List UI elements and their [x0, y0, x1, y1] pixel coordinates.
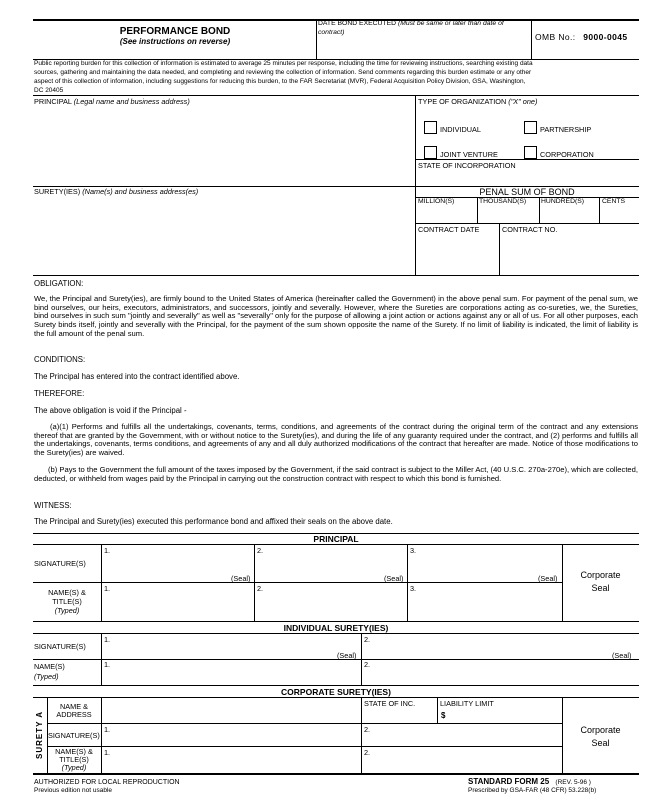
contract-date-field[interactable]: [418, 236, 496, 272]
standard-form-number: STANDARD FORM 25: [468, 777, 550, 786]
individual-checkbox[interactable]: [424, 121, 437, 134]
state-of-incorporation-field[interactable]: [418, 170, 636, 184]
obligation-text: We, the Principal and Surety(ies), are firmly bound to the United States of America (hereinafter called the Government) in the above penal sum. For payment of the penal sum, we bind ourselves, our heirs, executors, administrators, and successors, jointly and severally. However, where the Sureties are corporations acting as co-sureties, we, the Sureties, bind ourselves in such sum "jointly and severally" as well as "severally" only for the purpose of allowing a joint action or actions against any or all of us. For all other purposes, each Surety binds itself, jointly and severally with the Principal, for the payment of the sum shown opposite the name of the Surety. If no limit of liability is indicated, the limit of liability is the full amount of the penal sum.: [34, 294, 638, 338]
surety-label: SURETY(IES): [34, 187, 81, 196]
principal-heading: PRINCIPAL: [313, 534, 359, 544]
individual-signature-label: SIGNATURE(S): [34, 642, 86, 651]
conditions-heading: CONDITIONS:: [34, 355, 86, 364]
omb-label: OMB No.:: [535, 32, 576, 42]
corporate-name-num-1: 1.: [104, 748, 111, 757]
corporate-titles-label: TITLE(S): [59, 755, 89, 764]
principal-sig-num-2: 2.: [257, 546, 264, 555]
principal-field[interactable]: [34, 107, 412, 183]
principal-name-field-3[interactable]: [418, 592, 556, 616]
corporate-address-label: ADDRESS: [56, 710, 92, 719]
liability-limit-label: LIABILITY LIMIT: [440, 699, 494, 708]
penal-sum-title: PENAL SUM OF BOND: [479, 187, 575, 197]
burden-line-3: aspect of this collection of information, including suggestions for reducing this burden, to the FAR Secretariat (MVR), Federal Acquisition Policy Division, GSA, Washington,: [34, 78, 526, 85]
contract-date-label: CONTRACT DATE: [418, 225, 480, 234]
witness-text: The Principal and Surety(ies) executed this performance bond and affixed their seals on the above date.: [34, 517, 393, 526]
individual-name-field-2[interactable]: [372, 668, 634, 682]
liability-dollar-sign: $: [441, 711, 446, 720]
therefore-text: The above obligation is void if the Principal -: [34, 406, 187, 415]
corporate-sig-num-1: 1.: [104, 725, 111, 734]
individual-name-num-1: 1.: [104, 660, 111, 669]
thousand-label: THOUSAND(S): [479, 198, 527, 205]
witness-heading: WITNESS:: [34, 501, 72, 510]
principal-label: PRINCIPAL: [34, 97, 72, 106]
cents-label: CENTS: [602, 198, 626, 205]
principal-seal-1: (Seal): [231, 574, 251, 583]
individual-name-field-1[interactable]: [112, 668, 357, 682]
individual-name-num-2: 2.: [364, 660, 371, 669]
date-executed-note-2: contract): [318, 29, 345, 36]
corporate-sig-num-2: 2.: [364, 725, 371, 734]
contract-no-field[interactable]: [502, 236, 636, 272]
obligation-heading: OBLIGATION:: [34, 279, 84, 288]
principal-name-field-1[interactable]: [112, 592, 248, 616]
principal-sig-num-1: 1.: [104, 546, 111, 555]
individual-label: INDIVIDUAL: [440, 125, 481, 134]
corporate-name-num-2: 2.: [364, 748, 371, 757]
principal-note: (Legal name and business address): [73, 97, 190, 106]
principal-name-num-3: 3.: [410, 584, 417, 593]
corporate-name-label: NAME &: [60, 702, 88, 711]
corporate-surety-heading: CORPORATE SURETY(IES): [281, 687, 391, 697]
principal-seal-3: (Seal): [538, 574, 558, 583]
principal-signature-field-3[interactable]: [418, 555, 556, 573]
corporate-state-field[interactable]: [364, 708, 434, 721]
authorized-reproduction: AUTHORIZED FOR LOCAL REPRODUCTION: [34, 779, 180, 786]
corporate-names-label: NAME(S) &: [55, 747, 93, 756]
form-title: PERFORMANCE BOND: [119, 26, 231, 37]
million-label: MILLION(S): [418, 198, 455, 205]
surety-field[interactable]: [34, 197, 412, 273]
therefore-heading: THEREFORE:: [34, 389, 85, 398]
corporate-signature-field-2[interactable]: [372, 729, 558, 744]
state-of-incorporation-label: STATE OF INCORPORATION: [418, 161, 516, 170]
surety-a-side-label: SURETY A: [35, 710, 44, 760]
individual-name-label: NAME(S): [34, 662, 65, 671]
corporate-name-address-field[interactable]: [104, 700, 358, 720]
contract-no-label: CONTRACT NO.: [502, 225, 558, 234]
thousand-field[interactable]: [480, 207, 536, 221]
omb-number: 9000-0045: [583, 32, 628, 42]
date-executed-note: (Must be same or later than date of: [397, 20, 504, 27]
individual-typed-label: (Typed): [34, 672, 59, 681]
partnership-label: PARTNERSHIP: [540, 125, 592, 134]
corporate-seal-b: Seal: [591, 738, 610, 748]
principal-signature-field-1[interactable]: [112, 555, 248, 573]
joint-venture-label: JOINT VENTURE: [440, 150, 498, 159]
individual-surety-heading: INDIVIDUAL SURETY(IES): [283, 623, 389, 633]
date-executed-field[interactable]: [318, 38, 528, 56]
corporation-label: CORPORATION: [540, 150, 594, 159]
principal-corporate-seal-b: Seal: [591, 583, 610, 593]
prescribed-by: Prescribed by GSA-FAR (48 CFR) 53.228(b): [468, 787, 597, 794]
cents-field[interactable]: [602, 207, 636, 221]
burden-line-4: DC 20405: [34, 87, 64, 94]
hundred-label: HUNDRED(S): [541, 198, 585, 205]
corporate-name-field-2[interactable]: [372, 755, 558, 770]
clause-b: (b) Pays to the Government the full amount of the taxes imposed by the Government, if the said contract is subject to the Miller Act, (40 U.S.C. 270a-270e), which are collected, deducted, or withheld from wages paid by the Principal in carrying out the construction contract with respect to which this bond is furnished.: [34, 465, 638, 483]
previous-edition-note: Previous edition not usable: [34, 787, 113, 794]
individual-signature-field-2[interactable]: [372, 642, 607, 657]
clause-a: (a)(1) Performs and fulfills all the undertakings, covenants, terms, conditions, and agreements of the contract during the original term of the contract and any extensions thereof that are granted by the Government, with or without notice to the Surety(ies), and during the life of any guaranty required under the contract, and (2) performs and fulfills all the undertakings, covenants, terms conditions, and agreements of any and all duly authorized modifications of the contract that hereafter are made. Notice of those modifications to the Surety(ies) are waived.: [34, 422, 638, 458]
principal-name-label: NAME(S) &: [48, 588, 86, 597]
conditions-text: The Principal has entered into the contract identified above.: [34, 372, 240, 381]
burden-line-1: Public reporting burden for this collection of information is estimated to average 25 minutes per response, including the time for reviewing instructions, searching existing data: [34, 60, 533, 67]
principal-title-label: TITLE(S): [52, 597, 82, 606]
principal-name-field-2[interactable]: [265, 592, 401, 616]
individual-sig-num-1: 1.: [104, 635, 111, 644]
individual-signature-field-1[interactable]: [112, 642, 332, 657]
corporate-signature-field-1[interactable]: [112, 729, 357, 744]
corporate-typed-label: (Typed): [61, 763, 87, 772]
surety-note: (Name(s) and business address(es): [82, 187, 199, 196]
corporate-name-field-1[interactable]: [112, 755, 357, 770]
principal-sig-num-3: 3.: [410, 546, 417, 555]
corporate-signature-label: SIGNATURE(S): [48, 731, 100, 740]
corporate-seal-a: Corporate: [580, 725, 621, 735]
principal-name-num-2: 2.: [257, 584, 264, 593]
partnership-checkbox[interactable]: [524, 121, 537, 134]
form-revision: (REV. 5-96 ): [555, 779, 591, 786]
hundred-field[interactable]: [542, 207, 596, 221]
joint-venture-checkbox[interactable]: [424, 146, 437, 159]
individual-sig-num-2: 2.: [364, 635, 371, 644]
individual-seal-2: (Seal): [612, 651, 632, 660]
date-executed-label: DATE BOND EXECUTED: [318, 20, 397, 27]
corporation-checkbox[interactable]: [524, 146, 537, 159]
org-type-label: TYPE OF ORGANIZATION: [418, 97, 507, 106]
principal-typed-label: (Typed): [54, 606, 80, 615]
principal-signature-label: SIGNATURE(S): [34, 559, 86, 568]
form-subtitle: (See instructions on reverse): [119, 37, 231, 46]
burden-line-2: sources, gathering and maintaining the data needed, and completing and reviewing the collection of information. Send comments regarding this burden estimate or any other: [34, 69, 532, 76]
million-field[interactable]: [418, 207, 474, 221]
corporate-state-label: STATE OF INC.: [364, 699, 416, 708]
principal-signature-field-2[interactable]: [265, 555, 401, 573]
org-type-note: ("X" one): [508, 97, 538, 106]
principal-seal-2: (Seal): [384, 574, 404, 583]
principal-name-num-1: 1.: [104, 584, 111, 593]
liability-limit-field[interactable]: [450, 708, 558, 721]
individual-seal-1: (Seal): [337, 651, 357, 660]
principal-corporate-seal-a: Corporate: [580, 570, 621, 580]
